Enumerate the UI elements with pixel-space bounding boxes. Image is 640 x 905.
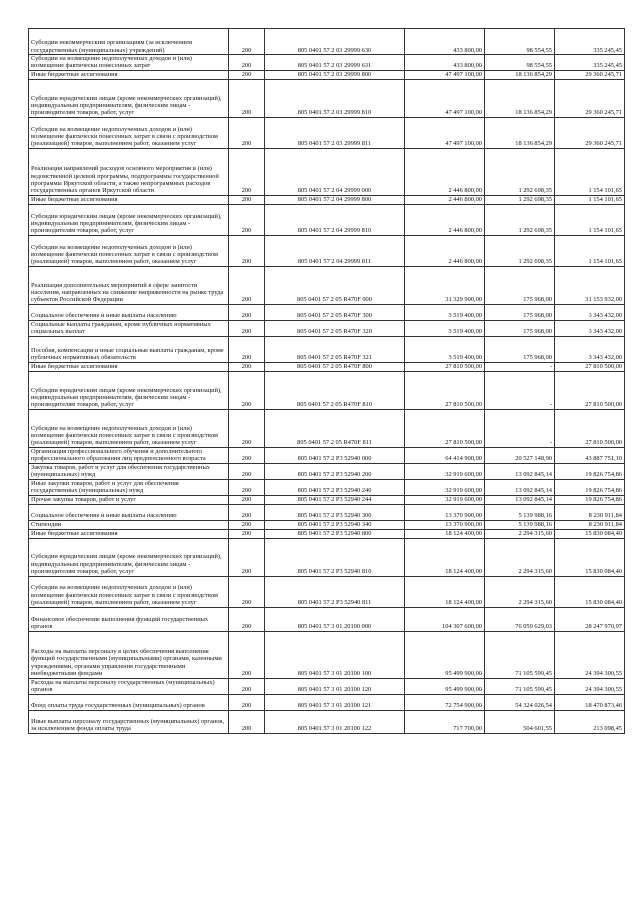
table-cell-code: 200 (229, 55, 265, 71)
table-cell-code: 200 (229, 520, 265, 529)
table-cell-name: Субсидии на возмещение недополученных доходов и (или) возмещение фактически понесенных затрат в связи с производством (реализацией) товаров, выполнением работ, оказанием услуг (29, 409, 229, 447)
table-cell-kbk: 805 0401 57 3 01 20100 121 (265, 694, 405, 710)
table-cell-name: Иные бюджетные ассигнования (29, 362, 229, 371)
table-cell-remaining: 27 810 500,00 (555, 362, 625, 371)
table-cell-code: 200 (229, 504, 265, 520)
table-cell-executed: 175 968,00 (485, 304, 555, 320)
table-cell-executed: 1 292 698,35 (485, 235, 555, 266)
table-row (29, 70, 625, 79)
table-row (29, 195, 625, 204)
table-cell-remaining: 1 154 101,65 (555, 148, 625, 195)
table-cell-kbk: 805 0401 57 2 04 29999 000 (265, 148, 405, 195)
table-cell-remaining: 213 098,45 (555, 710, 625, 733)
table-row (29, 678, 625, 694)
table-cell-name: Субсидии на возмещение недополученных доходов и (или) возмещение фактически понесенных затрат в связи с производством (реализацией) товаров, выполнением работ, оказанием услуг (29, 235, 229, 266)
table-cell-executed: 71 105 599,45 (485, 631, 555, 678)
table-cell-kbk: 805 0401 57 3 01 20100 120 (265, 678, 405, 694)
table-cell-remaining: 27 810 500,00 (555, 371, 625, 409)
table-row (29, 320, 625, 336)
table-cell-code: 200 (229, 362, 265, 371)
table-cell-kbk: 805 0401 57 2 03 29999 811 (265, 117, 405, 148)
table-cell-code: 200 (229, 320, 265, 336)
table-cell-kbk: 805 0401 57 2 P3 52940 244 (265, 495, 405, 504)
table-row (29, 631, 625, 678)
table-cell-name: Субсидии юридическим лицам (кроме некоммерческих организаций), индивидуальным предпринимателям, физическим лицам - производителям товаров, работ, услуг (29, 204, 229, 235)
table-cell-remaining: 29 360 245,71 (555, 70, 625, 79)
table-cell-approved: 3 519 400,00 (405, 304, 485, 320)
table-cell-name: Фонд оплаты труда государственных (муниципальных) органов (29, 694, 229, 710)
table-cell-remaining: 8 230 911,84 (555, 504, 625, 520)
table-cell-code: 200 (229, 463, 265, 479)
table-cell-code: 200 (229, 495, 265, 504)
table-cell-kbk: 805 0401 57 2 05 R470F 811 (265, 409, 405, 447)
table-cell-code: 200 (229, 204, 265, 235)
table-cell-remaining: 29 360 245,71 (555, 79, 625, 117)
table-cell-name: Субсидии юридическим лицам (кроме некоммерческих организаций), индивидуальным предпринимателям, физическим лицам - производителям товаров, работ, услуг (29, 538, 229, 576)
table-cell-remaining: 15 830 084,40 (555, 576, 625, 607)
table-cell-remaining: 24 394 300,55 (555, 678, 625, 694)
table-cell-name: Социальное обеспечение и иные выплаты населению (29, 304, 229, 320)
table-cell-approved: 2 446 800,00 (405, 204, 485, 235)
table-row (29, 576, 625, 607)
table-cell-code: 200 (229, 409, 265, 447)
table-cell-kbk: 805 0401 57 2 P3 52940 340 (265, 520, 405, 529)
table-cell-approved: 72 754 900,00 (405, 694, 485, 710)
table-cell-remaining: 19 826 754,86 (555, 495, 625, 504)
table-cell-approved: 32 919 600,00 (405, 495, 485, 504)
table-row (29, 29, 625, 55)
table-cell-executed: 13 092 845,14 (485, 495, 555, 504)
table-cell-approved: 2 446 800,00 (405, 148, 485, 195)
table-cell-kbk: 805 0401 57 2 04 29999 810 (265, 204, 405, 235)
table-cell-executed: 18 136 854,29 (485, 79, 555, 117)
table-cell-name: Иные бюджетные ассигнования (29, 70, 229, 79)
table-cell-name: Организация профессионального обучения и дополнительного профессионального образования лиц предпенсионного возраста (29, 447, 229, 463)
table-cell-code: 200 (229, 576, 265, 607)
table-cell-name: Финансовое обеспечение выполнения функций государственных органов (29, 607, 229, 631)
table-cell-remaining: 29 360 245,71 (555, 117, 625, 148)
table-cell-remaining: 24 394 300,55 (555, 631, 625, 678)
table-cell-kbk: 805 0401 57 2 P3 52940 200 (265, 463, 405, 479)
table-row (29, 204, 625, 235)
table-cell-approved: 2 446 800,00 (405, 195, 485, 204)
table-cell-name: Прочая закупка товаров, работ и услуг (29, 495, 229, 504)
table-cell-executed: 2 294 315,60 (485, 576, 555, 607)
table-cell-executed: 98 554,55 (485, 29, 555, 55)
table-cell-kbk: 805 0401 57 2 P3 52940 300 (265, 504, 405, 520)
table-row (29, 409, 625, 447)
table-cell-name: Реализация направлений расходов основного мероприятия и (или) ведомственной целевой программы, подпрограммы государственной программы Иркутской области, а также непрограммных расходов государственных органов Иркутской области (29, 148, 229, 195)
table-cell-executed: 175 968,00 (485, 320, 555, 336)
table-row (29, 79, 625, 117)
table-cell-name: Закупка товаров, работ и услуг для обеспечения государственных (муниципальных) нужд (29, 463, 229, 479)
table-cell-code: 200 (229, 447, 265, 463)
table-cell-executed: 5 139 988,16 (485, 504, 555, 520)
table-cell-approved: 47 497 100,00 (405, 117, 485, 148)
table-cell-name: Иные выплаты персоналу государственных (муниципальных) органов, за исключением фонда оплаты труда (29, 710, 229, 733)
table-row (29, 235, 625, 266)
table-cell-remaining: 19 826 754,86 (555, 479, 625, 495)
budget-execution-document (28, 28, 624, 734)
table-cell-kbk: 805 0401 57 2 03 29999 630 (265, 29, 405, 55)
table-cell-kbk: 805 0401 57 2 05 R470F 800 (265, 362, 405, 371)
table-cell-name: Реализация дополнительных мероприятий в сфере занятости населения, направленных на снижение напряженности на рынке труда субъектов Российской Федерации (29, 266, 229, 304)
table-cell-executed: 13 092 845,14 (485, 479, 555, 495)
table-cell-code: 200 (229, 371, 265, 409)
table-cell-kbk: 805 0401 57 2 P3 52940 810 (265, 538, 405, 576)
table-cell-executed: 54 324 026,54 (485, 694, 555, 710)
table-cell-kbk: 805 0401 57 2 04 29999 811 (265, 235, 405, 266)
table-cell-name: Социальное обеспечение и иные выплаты населению (29, 504, 229, 520)
table-cell-kbk: 805 0401 57 2 P3 52940 000 (265, 447, 405, 463)
table-cell-approved: 3 519 400,00 (405, 336, 485, 362)
table-row (29, 607, 625, 631)
table-cell-approved: 3 519 400,00 (405, 320, 485, 336)
table-cell-approved: 104 307 600,00 (405, 607, 485, 631)
table-cell-remaining: 3 343 432,00 (555, 304, 625, 320)
table-cell-code: 200 (229, 304, 265, 320)
table-cell-remaining: 43 887 751,10 (555, 447, 625, 463)
table-cell-code: 200 (229, 694, 265, 710)
table-cell-approved: 32 919 600,00 (405, 479, 485, 495)
table-cell-approved: 13 370 900,00 (405, 504, 485, 520)
table-cell-kbk: 805 0401 57 2 P3 52940 811 (265, 576, 405, 607)
table-cell-code: 200 (229, 266, 265, 304)
table-row (29, 504, 625, 520)
table-cell-kbk: 805 0401 57 2 05 R470F 321 (265, 336, 405, 362)
table-cell-executed: 5 139 988,16 (485, 520, 555, 529)
table-row (29, 336, 625, 362)
table-row (29, 463, 625, 479)
table-row (29, 495, 625, 504)
table-cell-approved: 95 499 900,00 (405, 678, 485, 694)
table-cell-remaining: 3 343 432,00 (555, 336, 625, 362)
table-cell-approved: 95 499 900,00 (405, 631, 485, 678)
table-cell-name: Иные бюджетные ассигнования (29, 195, 229, 204)
table-row (29, 117, 625, 148)
table-cell-code: 200 (229, 336, 265, 362)
table-cell-remaining: 31 153 932,00 (555, 266, 625, 304)
table-cell-code: 200 (229, 117, 265, 148)
table-cell-name: Субсидии на возмещение недополученных доходов и (или) возмещение фактически понесенных затрат (29, 55, 229, 71)
table-cell-executed: 98 554,55 (485, 55, 555, 71)
table-cell-remaining: 27 810 500,00 (555, 409, 625, 447)
table-row (29, 694, 625, 710)
table-cell-kbk: 805 0401 57 3 01 20100 122 (265, 710, 405, 733)
table-cell-executed: 175 968,00 (485, 266, 555, 304)
table-cell-approved: 31 329 900,00 (405, 266, 485, 304)
table-cell-approved: 2 446 800,00 (405, 235, 485, 266)
table-cell-approved: 433 800,00 (405, 55, 485, 71)
table-cell-approved: 32 919 600,00 (405, 463, 485, 479)
table-cell-executed: 18 136 854,29 (485, 70, 555, 79)
table-cell-approved: 18 124 400,00 (405, 576, 485, 607)
table-cell-executed: - (485, 409, 555, 447)
table-cell-approved: 47 497 100,00 (405, 70, 485, 79)
table-row (29, 55, 625, 71)
table-cell-approved: 18 124 400,00 (405, 538, 485, 576)
table-cell-kbk: 805 0401 57 2 05 R470F 300 (265, 304, 405, 320)
table-cell-kbk: 805 0401 57 2 03 29999 631 (265, 55, 405, 71)
table-cell-code: 200 (229, 195, 265, 204)
table-cell-name: Субсидии на возмещение недополученных доходов и (или) возмещение фактически понесенных затрат в связи с производством (реализацией) товаров, выполнением работ, оказанием услуг (29, 576, 229, 607)
table-cell-remaining: 3 343 432,00 (555, 320, 625, 336)
table-cell-approved: 64 414 900,00 (405, 447, 485, 463)
table-cell-executed: 175 968,00 (485, 336, 555, 362)
table-cell-name: Расходы на выплаты персоналу государственных (муниципальных) органов (29, 678, 229, 694)
table-cell-kbk: 805 0401 57 3 01 20100 000 (265, 607, 405, 631)
table-cell-executed: 1 292 698,35 (485, 148, 555, 195)
table-cell-name: Стипендии (29, 520, 229, 529)
table-cell-remaining: 1 154 101,65 (555, 195, 625, 204)
table-cell-executed: - (485, 362, 555, 371)
table-cell-remaining: 8 230 911,84 (555, 520, 625, 529)
table-row (29, 266, 625, 304)
table-cell-approved: 13 370 900,00 (405, 520, 485, 529)
table-cell-executed: 76 059 629,03 (485, 607, 555, 631)
table-cell-kbk: 805 0401 57 2 05 R470F 320 (265, 320, 405, 336)
table-cell-kbk: 805 0401 57 2 03 29999 810 (265, 79, 405, 117)
table-cell-executed: 13 092 845,14 (485, 463, 555, 479)
table-cell-code: 200 (229, 678, 265, 694)
table-cell-approved: 27 810 500,00 (405, 409, 485, 447)
table-cell-executed: 1 292 698,35 (485, 195, 555, 204)
table-cell-remaining: 15 830 084,40 (555, 529, 625, 538)
table-cell-executed: 1 292 698,35 (485, 204, 555, 235)
table-cell-approved: 18 124 400,00 (405, 529, 485, 538)
table-cell-name: Субсидии на возмещение недополученных доходов и (или) возмещение фактически понесенных затрат в связи с производством (реализацией) товаров, выполнением работ, оказанием услуг (29, 117, 229, 148)
table-cell-remaining: 1 154 101,65 (555, 204, 625, 235)
table-cell-name: Субсидии юридическим лицам (кроме некоммерческих организаций), индивидуальным предпринимателям, физическим лицам - производителям товаров, работ, услуг (29, 79, 229, 117)
table-cell-approved: 47 497 100,00 (405, 79, 485, 117)
table-cell-kbk: 805 0401 57 2 05 R470F 000 (265, 266, 405, 304)
table-cell-remaining: 335 245,45 (555, 29, 625, 55)
table-cell-approved: 433 800,00 (405, 29, 485, 55)
table-row (29, 371, 625, 409)
table-cell-code: 200 (229, 631, 265, 678)
table-cell-name: Иные закупки товаров, работ и услуг для обеспечения государственных (муниципальных) нужд (29, 479, 229, 495)
table-cell-code: 200 (229, 710, 265, 733)
table-cell-name: Субсидии некоммерческим организациям (за исключением государственных (муниципальных) учреждений) (29, 29, 229, 55)
table-cell-approved: 27 810 500,00 (405, 362, 485, 371)
table-cell-name: Иные бюджетные ассигнования (29, 529, 229, 538)
table-cell-executed: 18 136 854,29 (485, 117, 555, 148)
table-cell-kbk: 805 0401 57 3 01 20100 100 (265, 631, 405, 678)
budget-table-body (29, 29, 625, 734)
table-row (29, 529, 625, 538)
table-cell-name: Субсидии юридическим лицам (кроме некоммерческих организаций), индивидуальным предпринимателям, физическим лицам - производителям товаров, работ, услуг (29, 371, 229, 409)
table-cell-code: 200 (229, 479, 265, 495)
table-cell-kbk: 805 0401 57 2 P3 52940 240 (265, 479, 405, 495)
table-cell-code: 200 (229, 538, 265, 576)
table-cell-kbk: 805 0401 57 2 04 29999 800 (265, 195, 405, 204)
table-cell-executed: 2 294 315,60 (485, 538, 555, 576)
table-cell-kbk: 805 0401 57 2 03 29999 800 (265, 70, 405, 79)
table-cell-code: 200 (229, 235, 265, 266)
table-cell-code: 200 (229, 29, 265, 55)
table-cell-executed: 71 105 599,45 (485, 678, 555, 694)
table-row (29, 148, 625, 195)
table-cell-remaining: 18 470 873,46 (555, 694, 625, 710)
table-cell-name: Расходы на выплаты персоналу в целях обеспечения выполнения функций государственными (муниципальными) органами, казенными учреждениями, органами управления государственными внебюджетными фондами (29, 631, 229, 678)
table-cell-executed: 504 601,55 (485, 710, 555, 733)
table-cell-remaining: 28 247 970,97 (555, 607, 625, 631)
table-row (29, 304, 625, 320)
table-row (29, 362, 625, 371)
table-row (29, 520, 625, 529)
table-row (29, 479, 625, 495)
table-cell-remaining: 335 245,45 (555, 55, 625, 71)
table-row (29, 538, 625, 576)
table-cell-approved: 27 810 500,00 (405, 371, 485, 409)
table-cell-code: 200 (229, 607, 265, 631)
table-cell-kbk: 805 0401 57 2 05 R470F 810 (265, 371, 405, 409)
table-cell-code: 200 (229, 70, 265, 79)
table-cell-executed: 2 294 315,60 (485, 529, 555, 538)
table-cell-code: 200 (229, 529, 265, 538)
table-cell-name: Пособия, компенсации и иные социальные выплаты гражданам, кроме публичных нормативных обязательств (29, 336, 229, 362)
table-cell-code: 200 (229, 148, 265, 195)
table-row (29, 447, 625, 463)
table-cell-remaining: 1 154 101,65 (555, 235, 625, 266)
table-cell-approved: 717 700,00 (405, 710, 485, 733)
budget-table (28, 28, 625, 734)
table-cell-executed: - (485, 371, 555, 409)
table-cell-name: Социальные выплаты гражданам, кроме публичных нормативных социальных выплат (29, 320, 229, 336)
table-cell-code: 200 (229, 79, 265, 117)
table-row (29, 710, 625, 733)
table-cell-remaining: 19 826 754,86 (555, 463, 625, 479)
table-cell-executed: 20 527 148,90 (485, 447, 555, 463)
table-cell-kbk: 805 0401 57 2 P3 52940 800 (265, 529, 405, 538)
table-cell-remaining: 15 830 084,40 (555, 538, 625, 576)
